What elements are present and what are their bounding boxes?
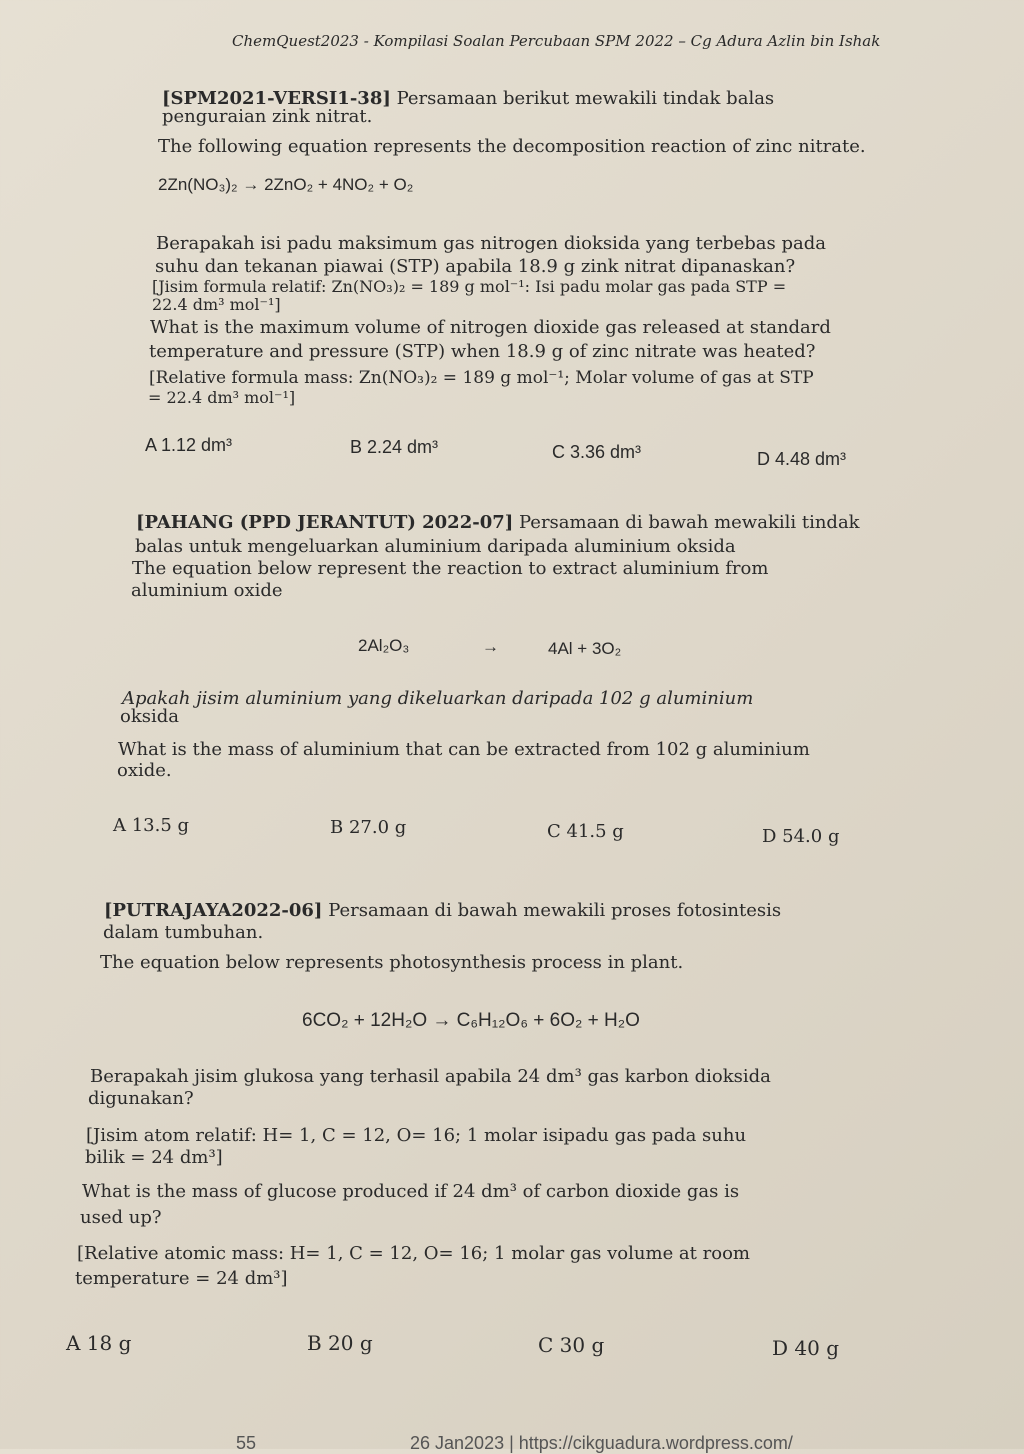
- option-c: C 41.5 g: [547, 821, 624, 842]
- equation-arrow: →: [482, 637, 499, 656]
- option-d: D 4.48 dm³: [757, 449, 847, 469]
- question-text: The following equation represents the decomposition reaction of zinc nitrate.: [158, 136, 866, 157]
- question-text: balas untuk mengeluarkan aluminium daripada aluminium oksida: [135, 536, 736, 557]
- question-text: The equation below represent the reaction to extract aluminium from: [132, 558, 769, 579]
- question-body: [Relative atomic mass: H= 1, C = 12, O= 16; 1 molar gas volume at room: [77, 1243, 750, 1264]
- question-body: temperature = 24 dm³]: [75, 1268, 288, 1289]
- question-tag: [SPM2021-VERSI1-38]: [162, 88, 391, 109]
- question-body: 22.4 dm³ mol⁻¹]: [152, 295, 281, 314]
- question-body: What is the mass of aluminium that can be extracted from 102 g aluminium: [118, 739, 810, 760]
- footer-text: 26 Jan2023 | https://cikguadura.wordpress.com/: [410, 1433, 793, 1453]
- question-body: = 22.4 dm³ mol⁻¹]: [148, 388, 296, 407]
- question-tag: [PUTRAJAYA2022-06]: [104, 900, 323, 921]
- question-body: temperature and pressure (STP) when 18.9 g of zinc nitrate was heated?: [149, 341, 816, 362]
- question-body: [Jisim atom relatif: H= 1, C = 12, O= 16; 1 molar isipadu gas pada suhu: [86, 1125, 747, 1146]
- question-body: digunakan?: [88, 1088, 194, 1109]
- question-body: Berapakah jisim glukosa yang terhasil apabila 24 dm³ gas karbon dioksida: [90, 1066, 771, 1087]
- question-text: dalam tumbuhan.: [103, 922, 264, 943]
- equation-reactant: 2Al₂O₃: [358, 636, 410, 655]
- equation-products: 4Al + 3O₂: [548, 639, 622, 658]
- question-body: used up?: [80, 1207, 162, 1228]
- option-b: B 27.0 g: [330, 817, 407, 838]
- equation: 2Zn(NO₃)₂ → 2ZnO₂ + 4NO₂ + O₂: [158, 175, 414, 194]
- option-b: B 2.24 dm³: [350, 437, 439, 457]
- question-body: [Relative formula mass: Zn(NO₃)₂ = 189 g mol⁻¹; Molar volume of gas at STP: [149, 368, 814, 388]
- question-body: oxide.: [117, 760, 172, 781]
- option-c: C 30 g: [538, 1333, 605, 1357]
- question-text: [SPM2021-VERSI1-38] Persamaan berikut mewakili tindak balas: [162, 88, 775, 109]
- question-body: oksida: [120, 706, 179, 727]
- question-text: aluminium oxide: [131, 580, 283, 601]
- question-text: [PUTRAJAYA2022-06] Persamaan di bawah mewakili proses fotosintesis: [104, 900, 782, 921]
- page-number: 55: [236, 1433, 257, 1453]
- question-body: Apakah jisim aluminium yang dikeluarkan daripada 102 g aluminium: [122, 688, 754, 709]
- question-body: bilik = 24 dm³]: [85, 1147, 223, 1168]
- question-text: The equation below represents photosynthesis process in plant.: [100, 952, 684, 973]
- question-body: What is the maximum volume of nitrogen dioxide gas released at standard: [150, 317, 831, 338]
- option-a: A 13.5 g: [113, 815, 190, 836]
- equation: 6CO₂ + 12H₂O → C₆H₁₂O₆ + 6O₂ + H₂O: [302, 1010, 640, 1031]
- question-text: [PAHANG (PPD JERANTUT) 2022-07] Persamaan di bawah mewakili tindak: [136, 512, 860, 533]
- option-d: D 40 g: [772, 1336, 840, 1360]
- option-a: A 18 g: [66, 1331, 132, 1355]
- page-header: ChemQuest2023 - Kompilasi Soalan Percubaan SPM 2022 – Cg Adura Azlin bin Ishak: [232, 32, 881, 50]
- option-c: C 3.36 dm³: [552, 442, 642, 462]
- question-tag: [PAHANG (PPD JERANTUT) 2022-07]: [136, 512, 514, 533]
- question-body: suhu dan tekanan piawai (STP) apabila 18.9 g zink nitrat dipanaskan?: [155, 256, 796, 277]
- question-text: penguraian zink nitrat.: [162, 106, 373, 127]
- option-a: A 1.12 dm³: [145, 435, 233, 455]
- question-body: What is the mass of glucose produced if 24 dm³ of carbon dioxide gas is: [82, 1181, 740, 1202]
- option-b: B 20 g: [307, 1331, 373, 1355]
- question-body: Berapakah isi padu maksimum gas nitrogen dioksida yang terbebas pada: [156, 233, 826, 254]
- option-d: D 54.0 g: [762, 826, 840, 847]
- question-body: [Jisim formula relatif: Zn(NO₃)₂ = 189 g mol⁻¹: Isi padu molar gas pada STP =: [152, 277, 787, 296]
